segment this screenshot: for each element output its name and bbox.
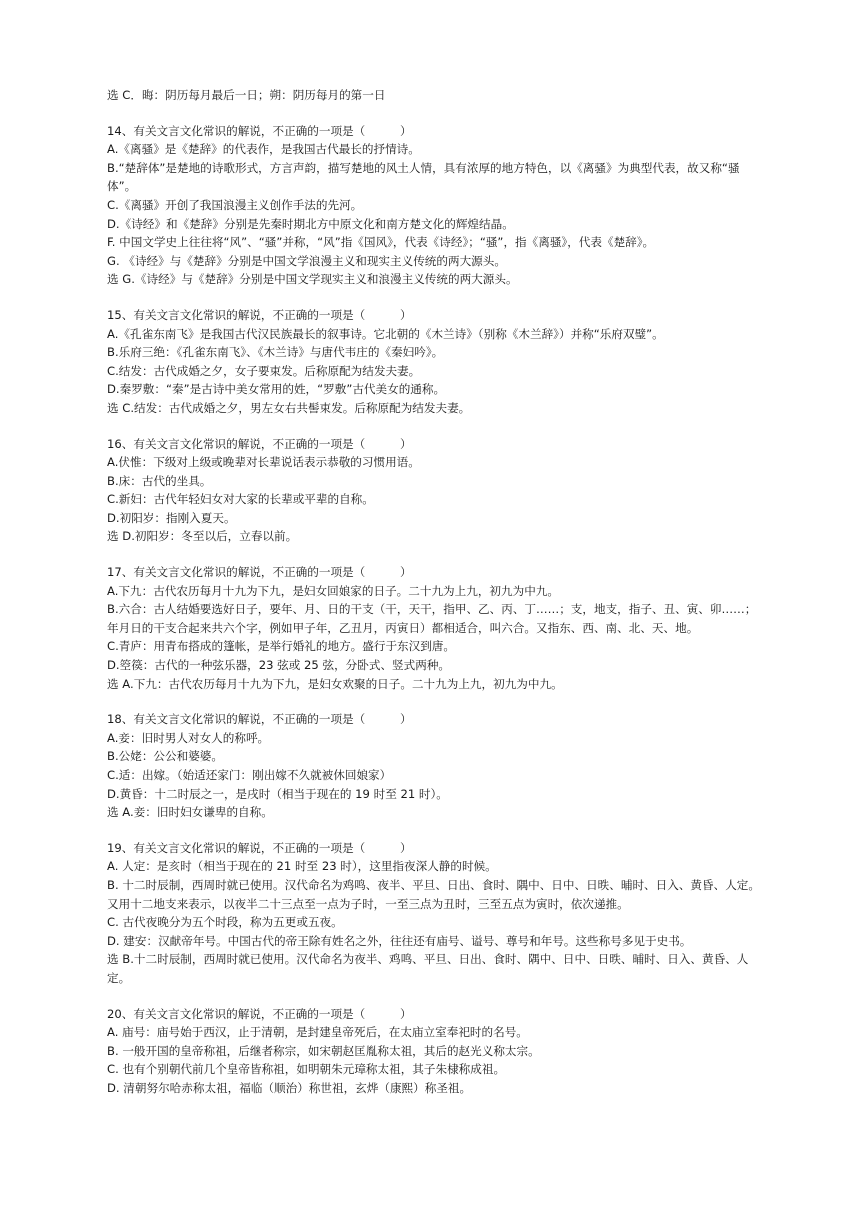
- question-stem: 19、有关文言文化常识的解说，不正确的一项是（ ）: [107, 840, 412, 855]
- question-q17: [107, 563, 763, 693]
- intro-answer: 选 C．晦：阴历每月最后一日；朔：阴历每月的第一日: [107, 88, 386, 102]
- answer-line: 选 G.《诗经》与《楚辞》分别是中国文学现实主义和浪漫主义传统的两大源头。: [107, 272, 518, 287]
- answer-line: 选 D.初阳岁：冬至以后，立春以前。: [107, 529, 298, 544]
- option-line: A.伏惟：下级对上级或晚辈对长辈说话表示恭敬的习惯用语。: [107, 455, 420, 470]
- option-line: B.乐府三绝：《孔雀东南飞》、《木兰诗》与唐代韦庄的《秦妇吟》。: [107, 345, 444, 360]
- option-line: B.“楚辞体”是楚地的诗歌形式，方言声韵，描写楚地的风土人情，具有浓厚的地方特色，以《离骚》为典型代表，故又称“骚体”。: [107, 160, 740, 194]
- option-line: C.青庐：用青布搭成的篷帐，是举行婚礼的地方。盛行于东汉到唐。: [107, 639, 456, 654]
- option-line: C.适：出嫁。（始适还家门：刚出嫁不久就被休回娘家）: [107, 768, 392, 782]
- question-q15: [107, 306, 763, 418]
- option-line: D. 建安：汉献帝年号。中国古代的帝王除有姓名之外，往往还有庙号、谥号、尊号和年号。这些称号多见于史书。: [107, 933, 692, 948]
- question-q18: [107, 710, 763, 822]
- option-line: C.新妇：古代年轻妇女对大家的长辈或平辈的自称。: [107, 492, 374, 507]
- question-stem: 20、有关文言文化常识的解说，不正确的一项是（ ）: [107, 1006, 412, 1021]
- option-line: B.床：古代的坐具。: [107, 473, 212, 488]
- question-stem: 17、有关文言文化常识的解说，不正确的一项是（ ）: [107, 565, 412, 580]
- answer-line: 选 A.下九：古代农历每月十九为下九，是妇女欢聚的日子。二十九为上九，初九为中九。: [107, 676, 563, 691]
- question-stem: 15、有关文言文化常识的解说，不正确的一项是（ ）: [107, 307, 412, 322]
- option-line: A. 人定：是亥时（相当于现在的 21 时至 23 时），这里指夜深人静的时候。: [107, 859, 497, 874]
- option-line: B. 一般开国的皇帝称祖，后继者称宗，如宋朝赵匡胤称太祖，其后的赵光义称太宗。: [107, 1043, 540, 1058]
- option-line: D.《诗经》和《楚辞》分别是先秦时期北方中原文化和南方楚文化的辉煌结晶。: [107, 216, 514, 231]
- option-line: A.妾：旧时男人对女人的称呼。: [107, 730, 270, 745]
- question-stem: 18、有关文言文化常识的解说，不正确的一项是（ ）: [107, 712, 412, 727]
- option-line: D.秦罗敷：“秦”是古诗中美女常用的姓，“罗敷”古代美女的通称。: [107, 382, 446, 397]
- option-line: A. 庙号：庙号始于西汉，止于清朝，是封建皇帝死后，在太庙立室奉祀时的名号。: [107, 1025, 528, 1040]
- option-line: C.《离骚》开创了我国浪漫主义创作手法的先河。: [107, 197, 363, 212]
- option-line: C. 也有个别朝代前几个皇帝皆称祖，如明朝朱元璋称太祖，其子朱棣称成祖。: [107, 1062, 506, 1077]
- option-line: D.箜篌：古代的一种弦乐器，23 弦或 25 弦，分卧式、竖式两种。: [107, 658, 451, 673]
- answer-line: 选 A.妾：旧时妇女谦卑的自称。: [107, 805, 273, 820]
- option-line: B.公姥：公公和婆婆。: [107, 749, 223, 764]
- answer-line: 选 C.结发：古代成婚之夕，男左女右共髻束发。后称原配为结发夫妻。: [107, 400, 471, 415]
- option-line: D. 清朝努尔哈赤称太祖，福临（顺治）称世祖，玄烨（康熙）称圣祖。: [107, 1080, 472, 1095]
- option-line: C. 古代夜晚分为五个时段，称为五更或五夜。: [107, 915, 343, 930]
- question-list: [107, 122, 763, 1098]
- option-line: B. 十二时辰制，西周时就已使用。汉代命名为鸡鸣、夜半、平旦、日出、食时、隅中、日中、日昳、晡时、日入、黄昏、人定。又用十二地支来表示，以夜半二十三点至一点为子时，一至三点为丑时，三至五点为寅时，依次递推。: [107, 877, 760, 911]
- option-line: A.《孔雀东南飞》是我国古代汉民族最长的叙事诗。它北朝的《木兰诗》（别称《木兰辞》）并称“乐府双璧”。: [107, 326, 664, 341]
- question-q16: [107, 435, 763, 547]
- option-line: A.《离骚》是《楚辞》的代表作，是我国古代最长的抒情诗。: [107, 142, 420, 157]
- option-line: D.黄昏：十二时辰之一，是戌时（相当于现在的 19 时至 21 时）。: [107, 786, 448, 801]
- question-stem: 16、有关文言文化常识的解说，不正确的一项是（ ）: [107, 436, 412, 451]
- option-line: F. 中国文学史上往往将“风”、“骚”并称，“风”指《国风》，代表《诗经》；“骚”，指《离骚》，代表《楚辞》。: [107, 235, 655, 250]
- question-q19: [107, 839, 763, 988]
- option-line: D.初阳岁：指刚入夏天。: [107, 510, 236, 525]
- option-line: A.下九：古代农历每月十九为下九，是妇女回娘家的日子。二十九为上九，初九为中九。: [107, 583, 559, 598]
- question-stem: 14、有关文言文化常识的解说，不正确的一项是（ ）: [107, 123, 412, 138]
- option-line: B.六合：古人结婚要选好日子，要年、月、日的干支（干，天干，指甲、乙、丙、丁……；支，地支，指子、丑、寅、卯……；年月日的干支合起来共六个字，例如甲子年，乙丑月，丙寅日）都相适合，叫六合。又指东、西、南、北、天、地。: [107, 602, 757, 635]
- option-line: G. 《诗经》与《楚辞》分别是中国文学浪漫主义和现实主义传统的两大源头。: [107, 253, 506, 268]
- question-q20: [107, 1005, 763, 1098]
- document-page: [107, 86, 763, 1098]
- answer-line: 选 B.十二时辰制，西周时就已使用。汉代命名为夜半、鸡鸣、平旦、日出、食时、隅中、日中、日昳、晡时、日入、黄昏、人定。: [107, 952, 749, 985]
- option-line: C.结发：古代成婚之夕，女子要束发。后称原配为结发夫妻。: [107, 363, 421, 378]
- question-q14: [107, 122, 763, 289]
